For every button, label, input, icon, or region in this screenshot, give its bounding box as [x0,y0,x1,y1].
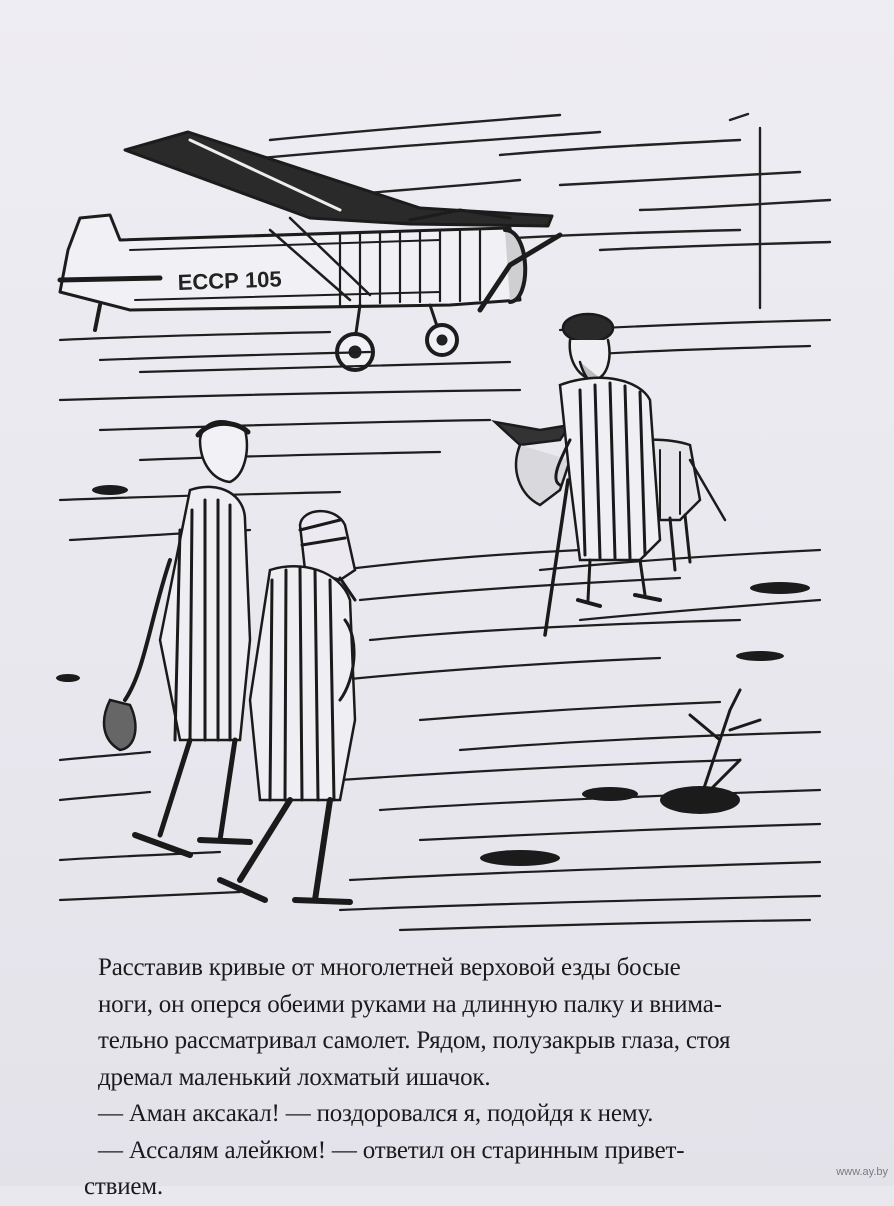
pilot-man [104,421,250,855]
paragraph-description [84,950,844,1096]
pilot-helmet-in-hand [104,700,135,750]
dry-bush [690,690,760,800]
airplane [60,132,560,370]
dialogue-reply [84,1133,844,1206]
text-line: тельно рассматривал самолет. Рядом, полузакрыв глаза, стоя [98,1027,731,1054]
pilot-head [200,421,247,482]
text-line: — Аман аксакал! — поздоровался я, подойдя к нему. [98,1100,654,1127]
text-line: — Ассалям алейкюм! — ответил он старинным привет- [98,1136,685,1164]
airplane-wing [125,132,552,226]
aksakal-staff [545,480,568,635]
text-line: Расставив кривые от многолетней верховой езды босые [98,954,681,981]
text-line: ствием. [84,1173,163,1200]
dialogue-greeting [84,1096,844,1133]
text-line: дремал маленький лохматый ишачок. [98,1063,491,1091]
story-text [84,950,844,1206]
airplane-registration: ЕССР 105 [177,266,283,295]
ink-illustration [40,100,840,940]
watermark: www.ay.by [836,1166,888,1178]
illustration-svg [40,100,840,940]
text-line: ноги, он оперся обеими руками на длинную палку и внима- [98,990,722,1018]
aksakal-turban [563,314,613,342]
